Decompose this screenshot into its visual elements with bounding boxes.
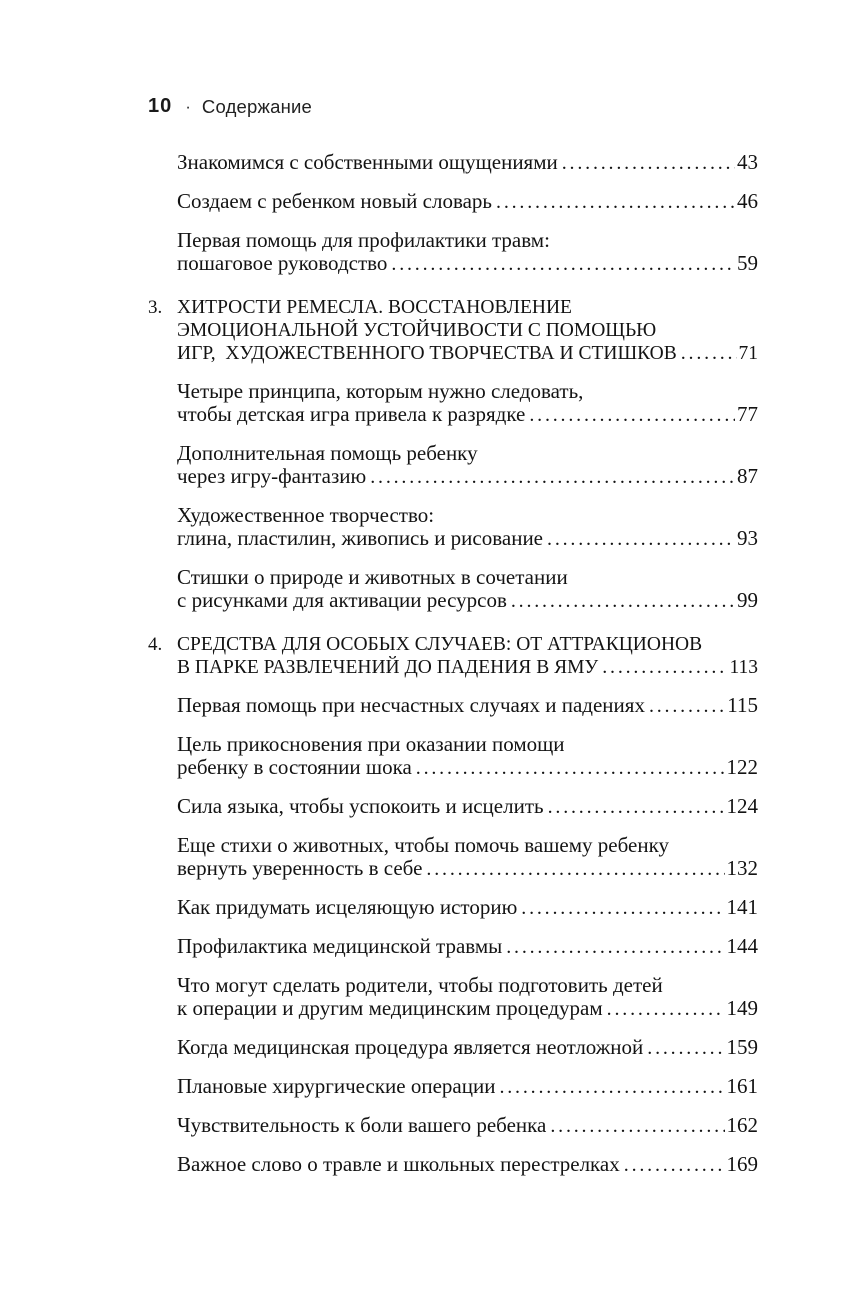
entry-body xyxy=(177,296,758,365)
entry-title-text: Художественное творчество: xyxy=(177,503,435,527)
chapter-number xyxy=(148,733,177,780)
running-head xyxy=(148,95,312,118)
entry-page-number: 159 xyxy=(726,1035,758,1059)
chapter-number xyxy=(148,442,177,489)
entry-body xyxy=(177,1153,758,1177)
entry-title-text: Что могут сделать родители, чтобы подготовить детей xyxy=(177,973,663,997)
dot-leader xyxy=(548,795,725,819)
entry-page-number: 71 xyxy=(738,343,758,364)
entry-body xyxy=(177,795,758,819)
dot-leader xyxy=(624,1153,725,1177)
toc-entry xyxy=(148,795,758,819)
entry-title-text: Еще стихи о животных, чтобы помочь вашему ребенку xyxy=(177,833,669,857)
dot-leader xyxy=(550,1114,724,1138)
entry-last-line xyxy=(177,465,758,489)
separator-dot: · xyxy=(185,96,191,116)
dot-leader xyxy=(499,1075,724,1099)
entry-last-line xyxy=(177,1036,758,1060)
entry-title-text: Чувствительность к боли вашего ребенка xyxy=(177,1113,547,1137)
entry-last-line xyxy=(177,589,758,613)
toc-list xyxy=(148,151,758,1192)
toc-chapter-entry xyxy=(148,633,758,679)
chapter-number xyxy=(148,229,177,276)
entry-page-number: 77 xyxy=(737,402,758,426)
entry-body xyxy=(177,1036,758,1060)
entry-title-text: Как придумать исцеляющую историю xyxy=(177,895,518,919)
entry-page-number: 144 xyxy=(726,934,758,958)
entry-title-text: Первая помощь при несчастных случаях и падениях xyxy=(177,693,645,717)
entry-title-text: пошаговое руководство xyxy=(177,251,388,275)
entry-body xyxy=(177,834,758,881)
page-title: Содержание xyxy=(201,95,313,117)
entry-body xyxy=(177,380,758,427)
toc-entry xyxy=(148,1075,758,1099)
entry-page-number: 124 xyxy=(726,794,758,818)
entry-last-line xyxy=(177,1153,758,1177)
entry-body xyxy=(177,896,758,920)
entry-page-number: 169 xyxy=(726,1152,758,1176)
entry-last-line xyxy=(177,342,758,365)
entry-title-text: к операции и другим медицинским процедурам xyxy=(177,996,603,1020)
entry-title-text: СРЕДСТВА ДЛЯ ОСОБЫХ СЛУЧАЕВ: ОТ АТТРАКЦИОНОВ xyxy=(177,634,703,655)
entry-title-text: В ПАРКЕ РАЗВЛЕЧЕНИЙ ДО ПАДЕНИЯ В ЯМУ xyxy=(177,657,599,678)
entry-title-text: ХИТРОСТИ РЕМЕСЛА. ВОССТАНОВЛЕНИЕ xyxy=(177,297,572,318)
chapter-number xyxy=(148,1153,177,1177)
toc-entry xyxy=(148,380,758,427)
dot-leader xyxy=(607,997,725,1021)
toc-chapter-entry xyxy=(148,296,758,365)
entry-title-text: Когда медицинская процедура является неотложной xyxy=(177,1035,644,1059)
chapter-number xyxy=(148,834,177,881)
entry-last-line xyxy=(177,997,758,1021)
dot-leader xyxy=(506,935,724,959)
entry-title-text: Знакомимся с собственными ощущениями xyxy=(177,150,558,174)
toc-entry xyxy=(148,190,758,214)
entry-title-text: с рисунками для активации ресурсов xyxy=(177,588,507,612)
toc-entry xyxy=(148,1036,758,1060)
entry-last-line xyxy=(177,756,758,780)
entry-body xyxy=(177,190,758,214)
chapter-number xyxy=(148,504,177,551)
entry-title-text: через игру-фантазию xyxy=(177,464,367,488)
entry-body xyxy=(177,633,758,679)
entry-last-line xyxy=(177,252,758,276)
entry-page-number: 149 xyxy=(726,996,758,1020)
entry-title-text: Сила языка, чтобы успокоить и исцелить xyxy=(177,794,544,818)
toc-entry xyxy=(148,733,758,780)
dot-leader xyxy=(681,342,737,365)
entry-title-text: Плановые хирургические операции xyxy=(177,1074,496,1098)
entry-body xyxy=(177,974,758,1021)
entry-title-text: Профилактика медицинской травмы xyxy=(177,934,503,958)
entry-last-line xyxy=(177,694,758,718)
entry-last-line xyxy=(177,857,758,881)
dot-leader xyxy=(529,403,735,427)
entry-body xyxy=(177,442,758,489)
toc-entry xyxy=(148,442,758,489)
toc-entry xyxy=(148,694,758,718)
toc-entry xyxy=(148,1114,758,1138)
entry-last-line xyxy=(177,151,758,175)
entry-title-text: Стишки о природе и животных в сочетании xyxy=(177,565,568,589)
toc-entry xyxy=(148,834,758,881)
chapter-number xyxy=(148,566,177,613)
entry-page-number: 99 xyxy=(737,588,758,612)
entry-page-number: 59 xyxy=(737,251,758,275)
entry-title-text: вернуть уверенность в себе xyxy=(177,856,423,880)
entry-title-text: ИГР, ХУДОЖЕСТВЕННОГО ТВОРЧЕСТВА И СТИШКОВ xyxy=(177,343,677,364)
entry-page-number: 46 xyxy=(737,189,758,213)
entry-body xyxy=(177,935,758,959)
toc-entry xyxy=(148,566,758,613)
toc-entry xyxy=(148,151,758,175)
dot-leader xyxy=(521,896,724,920)
entry-page-number: 43 xyxy=(737,150,758,174)
dot-leader xyxy=(547,527,735,551)
entry-last-line xyxy=(177,896,758,920)
toc-entry xyxy=(148,896,758,920)
entry-title-text: глина, пластилин, живопись и рисование xyxy=(177,526,544,550)
dot-leader xyxy=(511,589,735,613)
entry-page-number: 113 xyxy=(729,657,758,678)
entry-title-text: Важное слово о травле и школьных перестрелках xyxy=(177,1152,620,1176)
entry-page-number: 115 xyxy=(727,693,758,717)
toc-entry xyxy=(148,504,758,551)
dot-leader xyxy=(391,252,735,276)
entry-title-text: Цель прикосновения при оказании помощи xyxy=(177,732,565,756)
entry-last-line xyxy=(177,1075,758,1099)
entry-body xyxy=(177,151,758,175)
chapter-number xyxy=(148,694,177,718)
dot-leader xyxy=(562,151,735,175)
entry-title-text: ребенку в состоянии шока xyxy=(177,755,412,779)
dot-leader xyxy=(649,694,725,718)
chapter-number xyxy=(148,974,177,1021)
entry-last-line xyxy=(177,403,758,427)
entry-body xyxy=(177,229,758,276)
entry-body xyxy=(177,504,758,551)
chapter-number xyxy=(148,935,177,959)
entry-page-number: 141 xyxy=(726,895,758,919)
chapter-number xyxy=(148,380,177,427)
toc-entry xyxy=(148,229,758,276)
entry-title-text: ЭМОЦИОНАЛЬНОЙ УСТОЙЧИВОСТИ С ПОМОЩЬЮ xyxy=(177,320,657,341)
toc-entry xyxy=(148,974,758,1021)
chapter-number xyxy=(148,190,177,214)
toc-entry xyxy=(148,935,758,959)
entry-page-number: 93 xyxy=(737,526,758,550)
entry-page-number: 161 xyxy=(726,1074,758,1098)
dot-leader xyxy=(496,190,735,214)
chapter-number xyxy=(148,151,177,175)
entry-page-number: 122 xyxy=(726,755,758,779)
entry-page-number: 132 xyxy=(726,856,758,880)
entry-last-line xyxy=(177,190,758,214)
entry-last-line xyxy=(177,656,758,679)
entry-last-line xyxy=(177,1114,758,1138)
chapter-number: 3. xyxy=(148,297,163,318)
chapter-number xyxy=(148,1075,177,1099)
chapter-number xyxy=(148,795,177,819)
dot-leader xyxy=(426,857,724,881)
chapter-number xyxy=(148,896,177,920)
toc-entry xyxy=(148,1153,758,1177)
page-folio-number: 10 xyxy=(148,95,173,117)
chapter-number xyxy=(148,1036,177,1060)
chapter-number: 4. xyxy=(148,634,163,655)
entry-last-line xyxy=(177,935,758,959)
dot-leader xyxy=(602,656,727,679)
entry-title-text: чтобы детская игра привела к разрядке xyxy=(177,402,526,426)
entry-page-number: 162 xyxy=(726,1113,758,1137)
dot-leader xyxy=(416,756,725,780)
entry-page-number: 87 xyxy=(737,464,758,488)
entry-title-text: Первая помощь для профилактики травм: xyxy=(177,228,550,252)
dot-leader xyxy=(647,1036,724,1060)
chapter-number xyxy=(148,1114,177,1138)
entry-title-text: Четыре принципа, которым нужно следовать, xyxy=(177,379,584,403)
entry-body xyxy=(177,694,758,718)
entry-title-text: Дополнительная помощь ребенку xyxy=(177,441,478,465)
entry-body xyxy=(177,1114,758,1138)
entry-body xyxy=(177,1075,758,1099)
entry-body xyxy=(177,733,758,780)
dot-leader xyxy=(370,465,735,489)
entry-last-line xyxy=(177,527,758,551)
entry-body xyxy=(177,566,758,613)
entry-last-line xyxy=(177,795,758,819)
entry-title-text: Создаем с ребенком новый словарь xyxy=(177,189,493,213)
